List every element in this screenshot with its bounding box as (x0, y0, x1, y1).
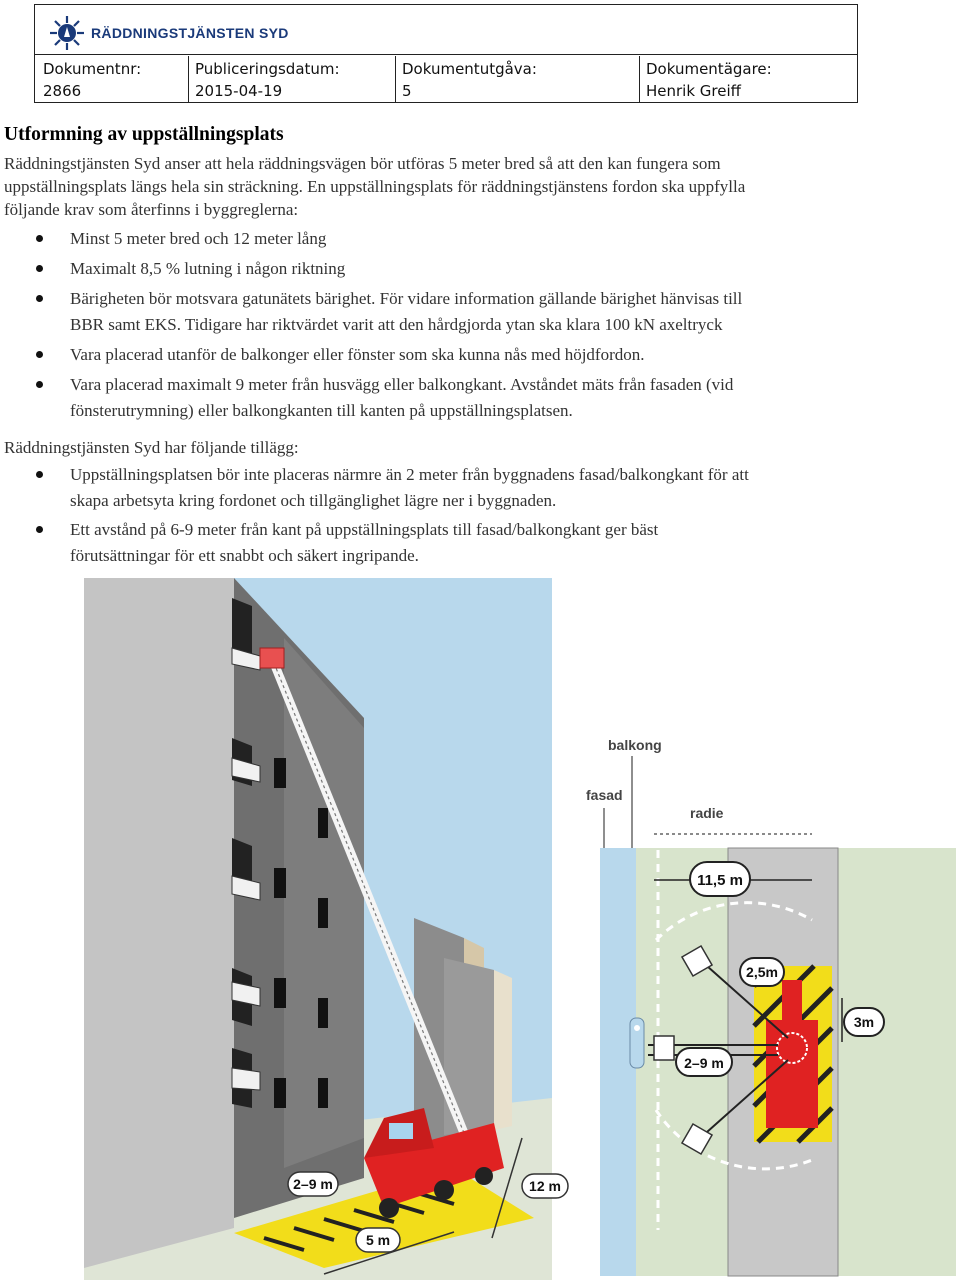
dim-label: 12 m (529, 1178, 561, 1194)
intro-line: uppställningsplats längs hela sin sträckning. En uppställningsplats för räddningstjänstens fordon ska uppfylla (4, 177, 746, 196)
meta-value: 5 (402, 82, 412, 100)
meta-value: Henrik Greiff (646, 82, 741, 100)
dim-2-5m (740, 958, 784, 986)
list-item (0, 226, 920, 252)
list-item (0, 256, 920, 282)
requirements-list (0, 226, 920, 428)
list-item-text: fönsterutrymning) eller balkongkanten till kanten på uppställningsplatsen. (70, 401, 573, 420)
metadata-row (35, 56, 857, 103)
dim-label: 3m (853, 1014, 875, 1030)
intro-line: Räddningstjänsten Syd anser att hela räddningsvägen bör utföras 5 meter bred så att den kan fungera som (4, 154, 721, 173)
meta-publication-date (188, 56, 394, 103)
meta-value: 2866 (43, 82, 82, 100)
list-item-text: Maximalt 8,5 % lutning i någon riktning (70, 259, 346, 278)
balcony-marker (630, 1018, 644, 1068)
meta-label: Dokumentutgåva: (402, 60, 537, 78)
list-item-text: skapa arbetsyta kring fordonet och tillgänglighet lägre ner i byggnaden. (70, 491, 557, 510)
ladder-truck-perspective-illustration (84, 578, 561, 1280)
rescue-service-logo-icon (49, 15, 85, 51)
meta-value: 2015-04-19 (195, 82, 283, 100)
label-radius: radie (690, 805, 724, 821)
logo-row (35, 5, 857, 55)
meta-document-owner (639, 56, 858, 103)
list-item-text: Bärigheten bör motsvara gatunätets bärighet. För vidare information gällande bärighet hänvisas till (70, 289, 743, 308)
dim-2-9m (288, 1172, 338, 1196)
list-item-text: Uppställningsplatsen bör inte placeras närmre än 2 meter från byggnadens fasad/balkongkant för att (70, 465, 749, 484)
dim-label: 2,5m (746, 964, 778, 980)
intro-line: följande krav som återfinns i byggreglerna: (4, 200, 299, 219)
intro-paragraph (4, 152, 904, 221)
document-header (34, 4, 858, 103)
meta-document-edition (395, 56, 639, 103)
label-facade: fasad (586, 787, 623, 803)
meta-label: Dokumentnr: (43, 60, 142, 78)
list-item-text: Minst 5 meter bred och 12 meter lång (70, 229, 327, 248)
list-item-text: förutsättningar för ett snabbt och säkert ingripande. (70, 546, 419, 565)
dim-label: 2–9 m (684, 1055, 724, 1071)
dim-label: 5 m (365, 1232, 391, 1248)
building-facade (84, 578, 234, 1268)
meta-label: Publiceringsdatum: (195, 60, 340, 78)
meta-label: Dokumentägare: (646, 60, 772, 78)
list-item (0, 462, 920, 514)
list-item (0, 342, 920, 368)
list-item-text: Ett avstånd på 6-9 meter från kant på uppställningsplats till fasad/balkongkant ger bäst (70, 520, 659, 539)
dim-2-9m (676, 1048, 732, 1076)
list-item-text: Vara placerad utanför de balkonger eller fönster som ska kunna nås med höjdfordon. (70, 345, 645, 364)
list-item-text: Vara placerad maximalt 9 meter från husvägg eller balkongkant. Avståndet mäts från fasaden (vid (70, 375, 734, 394)
setup-area-plan-diagram (578, 730, 956, 1276)
additions-intro: Räddningstjänsten Syd har följande tillägg: (4, 438, 299, 457)
list-item (0, 517, 920, 569)
background-building (494, 970, 512, 1130)
label-balcony: balkong (608, 737, 662, 753)
dim-label: 2–9 m (293, 1176, 333, 1192)
meta-document-number (43, 56, 183, 103)
dim-label: 11,5 m (697, 872, 743, 889)
ladder-basket (260, 648, 284, 668)
section-title: Utformning av uppställningsplats (4, 124, 284, 145)
additions-list (0, 462, 920, 572)
list-item (0, 372, 920, 424)
organization-name: RÄDDNINGSTJÄNSTEN SYD (91, 25, 289, 41)
list-item (0, 286, 920, 338)
list-item-text: BBR samt EKS. Tidigare har riktvärdet varit att den hårdgjorda ytan ska klara 100 kN axeltryck (70, 315, 723, 334)
